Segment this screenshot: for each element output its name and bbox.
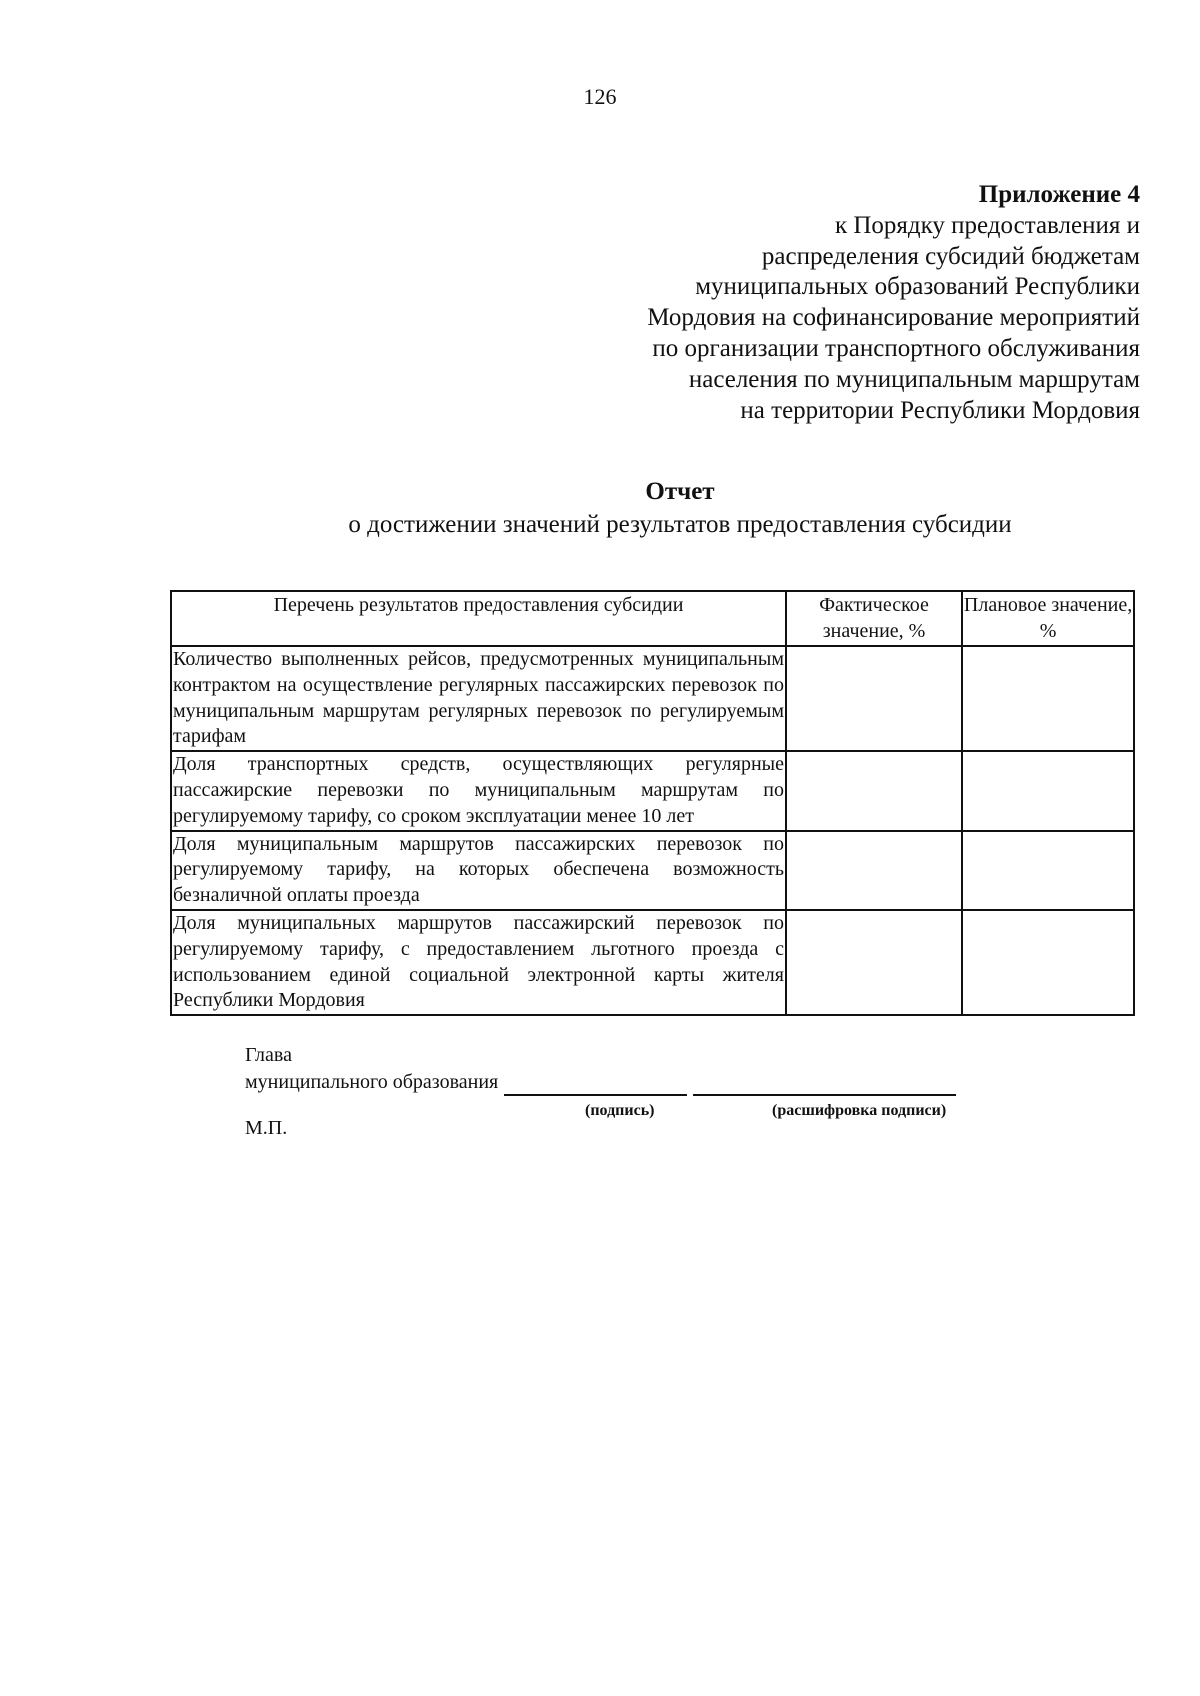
signature-caption: (подпись) — [585, 1102, 655, 1119]
table-row — [171, 646, 1134, 751]
appendix-line: распределения субсидий бюджетам — [761, 242, 1140, 270]
appendix-line: на территории Республики Мордовия — [740, 396, 1140, 424]
signature-decoding-line[interactable] — [693, 1074, 956, 1096]
actual-value-cell[interactable] — [786, 751, 962, 830]
appendix-line: населения по муниципальным маршрутам — [688, 365, 1140, 393]
appendix-line: Мордовия на софинансирование мероприятий — [647, 304, 1140, 332]
signature-block — [245, 1042, 1045, 1119]
result-description: Доля транспортных средств, осуществляющих регулярные пассажирские перевозки по муниципальным маршрутам по регулируемому тарифу, со сроком эксплуатации менее 10 лет — [171, 751, 786, 830]
actual-value-cell[interactable] — [786, 831, 962, 910]
report-title: Отчет — [645, 478, 715, 505]
appendix-header — [440, 180, 1140, 426]
result-description: Доля муниципальных маршрутов пассажирский перевозок по регулируемому тарифу, с предоставлением льготного проезда с использованием единой социальной электронной карты жителя Республики Мордовия — [171, 910, 786, 1015]
appendix-line: муниципальных образований Республики — [695, 273, 1140, 301]
signature-head-label: Глава — [245, 1044, 292, 1066]
stamp-label: М.П. — [245, 1117, 288, 1139]
header-actual-value: Фактическое значение, % — [786, 591, 962, 646]
signature-line[interactable] — [504, 1074, 687, 1096]
actual-value-cell[interactable] — [786, 646, 962, 751]
signature-decoding-caption: (расшифровка подписи) — [772, 1102, 947, 1119]
result-description: Доля муниципальным маршрутов пассажирских перевозок по регулируемому тарифу, на которых обеспечена возможность безналичной оплаты проезда — [171, 831, 786, 910]
header-results-list: Перечень результатов предоставления субсидии — [171, 591, 786, 646]
report-subtitle: о достижении значений результатов предоставления субсидии — [348, 511, 1012, 538]
table-header-row — [171, 591, 1134, 646]
appendix-title: Приложение 4 — [978, 181, 1140, 208]
actual-value-cell[interactable] — [786, 910, 962, 1015]
table-row — [171, 751, 1134, 830]
results-table — [170, 590, 1135, 1016]
table-row — [171, 910, 1134, 1015]
header-planned-value: Плановое значение, % — [962, 591, 1134, 646]
planned-value-cell[interactable] — [962, 831, 1134, 910]
planned-value-cell[interactable] — [962, 910, 1134, 1015]
result-description: Количество выполненных рейсов, предусмотренных муниципальным контрактом на осуществление регулярных пассажирских перевозок по муниципальным маршрутам регулярных перевозок по регулируемым тарифам — [171, 646, 786, 751]
signature-entity-label: муниципального образования — [245, 1071, 499, 1093]
planned-value-cell[interactable] — [962, 646, 1134, 751]
appendix-line: к Порядку предоставления и — [834, 211, 1140, 239]
planned-value-cell[interactable] — [962, 751, 1134, 830]
appendix-line: по организации транспортного обслуживания — [652, 334, 1140, 362]
signature-row — [245, 1069, 1045, 1096]
table-row — [171, 831, 1134, 910]
page-number: 126 — [583, 84, 617, 109]
